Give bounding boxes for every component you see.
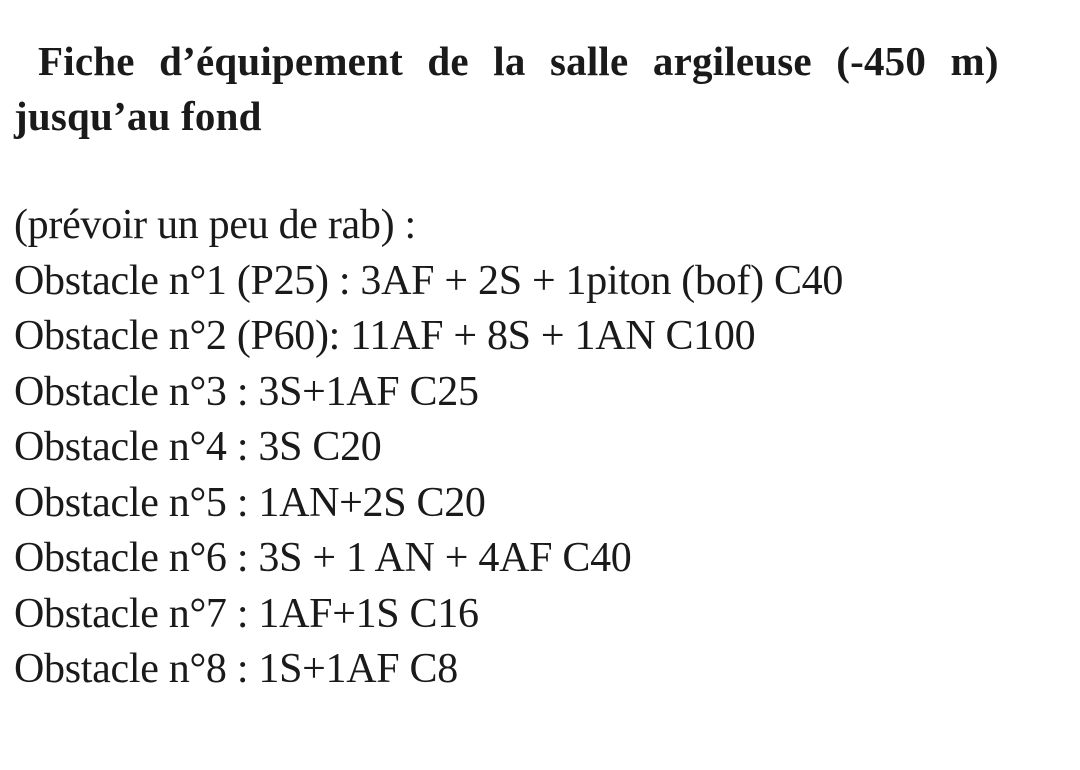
equipment-list: [14, 198, 843, 698]
obstacle-5: Obstacle n°5 : 1AN+2S C20: [14, 479, 486, 526]
obstacle-7: Obstacle n°7 : 1AF+1S C16: [14, 590, 479, 637]
title-line-1: Fiche d’équipement de la salle argileuse (-450 m): [38, 38, 999, 84]
obstacle-1: Obstacle n°1 (P25) : 3AF + 2S + 1piton (bof) C40: [14, 257, 844, 304]
title-line-2: jusqu’au fond: [14, 93, 262, 139]
obstacle-3: Obstacle n°3 : 3S+1AF C25: [14, 368, 479, 415]
obstacle-8: Obstacle n°8 : 1S+1AF C8: [14, 646, 458, 692]
obstacle-2: Obstacle n°2 (P60): 11AF + 8S + 1AN C100: [14, 313, 756, 359]
obstacle-4: Obstacle n°4 : 3S C20: [14, 424, 382, 470]
equipment-note: (prévoir un peu de rab) :: [14, 202, 416, 248]
obstacle-6: Obstacle n°6 : 3S + 1 AN + 4AF C40: [14, 535, 632, 581]
document-title: [14, 34, 1080, 144]
